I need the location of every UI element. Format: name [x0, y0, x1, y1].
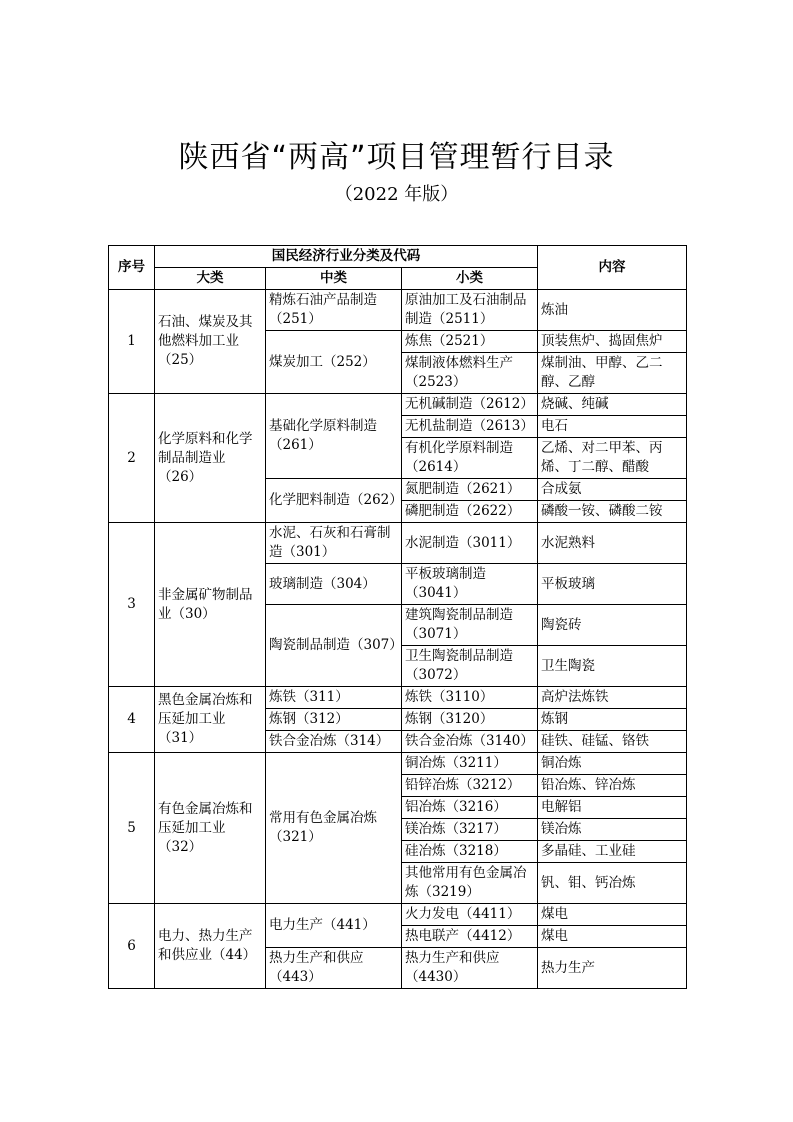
- cell-content: 电石: [538, 416, 687, 438]
- page-subtitle: （2022 年版）: [334, 184, 459, 205]
- header-seq: 序号: [109, 246, 155, 290]
- cell-minor: 水泥制造（3011）: [402, 523, 538, 564]
- cell-content: 炼钢: [538, 709, 687, 731]
- cell-content: 平板玻璃: [538, 564, 687, 605]
- cell-medium: 化学肥料制造（262）: [266, 479, 402, 523]
- cell-minor: 无机盐制造（2613）: [402, 416, 538, 438]
- cell-content: 水泥熟料: [538, 523, 687, 564]
- cell-medium: 陶瓷制品制造（307）: [266, 605, 402, 687]
- cell-minor: 煤制液体燃料生产（2523）: [402, 353, 538, 394]
- cell-content: 高炉法炼铁: [538, 687, 687, 709]
- cell-content: 多晶硅、工业硅: [538, 841, 687, 863]
- cell-seq: 1: [109, 290, 155, 394]
- cell-minor: 热电联产（4412）: [402, 926, 538, 948]
- cell-major: 电力、热力生产和供应业（44）: [155, 904, 266, 989]
- cell-minor: 炼焦（2521）: [402, 331, 538, 353]
- cell-major: 非金属矿物制品业（30）: [155, 523, 266, 687]
- cell-content: 煤制油、甲醇、乙二醇、乙醇: [538, 353, 687, 394]
- cell-minor: 有机化学原料制造（2614）: [402, 438, 538, 479]
- cell-medium: 煤炭加工（252）: [266, 331, 402, 394]
- cell-minor: 硅冶炼（3218）: [402, 841, 538, 863]
- header-major: 大类: [155, 268, 266, 290]
- cell-major: 有色金属冶炼和压延加工业（32）: [155, 753, 266, 904]
- cell-seq: 2: [109, 394, 155, 523]
- cell-major: 石油、煤炭及其他燃料加工业（25）: [155, 290, 266, 394]
- header-industry-group: 国民经济行业分类及代码: [155, 246, 538, 268]
- cell-minor: 铅锌冶炼（3212）: [402, 775, 538, 797]
- cell-medium: 铁合金冶炼（314）: [266, 731, 402, 753]
- table-row: [109, 290, 687, 331]
- cell-medium: 精炼石油产品制造（251）: [266, 290, 402, 331]
- cell-minor: 无机碱制造（2612）: [402, 394, 538, 416]
- cell-minor: 磷肥制造（2622）: [402, 501, 538, 523]
- cell-seq: 6: [109, 904, 155, 989]
- cell-minor: 炼钢（3120）: [402, 709, 538, 731]
- table-row: [109, 523, 687, 564]
- cell-minor: 建筑陶瓷制品制造（3071）: [402, 605, 538, 646]
- cell-content: 合成氨: [538, 479, 687, 501]
- cell-content: 卫生陶瓷: [538, 646, 687, 687]
- catalog-table: [108, 245, 687, 989]
- table-body: [109, 290, 687, 989]
- cell-medium: 电力生产（441）: [266, 904, 402, 948]
- cell-minor: 其他常用有色金属冶炼（3219）: [402, 863, 538, 904]
- page-title: 陕西省“两高”项目管理暂行目录: [178, 140, 615, 175]
- cell-content: 炼油: [538, 290, 687, 331]
- cell-medium: 玻璃制造（304）: [266, 564, 402, 605]
- cell-content: 镁冶炼: [538, 819, 687, 841]
- cell-major: 化学原料和化学制品制造业（26）: [155, 394, 266, 523]
- cell-content: 顶装焦炉、捣固焦炉: [538, 331, 687, 353]
- table-row: [109, 904, 687, 926]
- cell-minor: 氮肥制造（2621）: [402, 479, 538, 501]
- cell-major: 黑色金属冶炼和压延加工业（31）: [155, 687, 266, 753]
- cell-content: 铅冶炼、锌冶炼: [538, 775, 687, 797]
- cell-content: 煤电: [538, 926, 687, 948]
- cell-medium: 炼钢（312）: [266, 709, 402, 731]
- cell-content: 电解铝: [538, 797, 687, 819]
- cell-minor: 炼铁（3110）: [402, 687, 538, 709]
- cell-seq: 3: [109, 523, 155, 687]
- cell-minor: 铝冶炼（3216）: [402, 797, 538, 819]
- header-minor: 小类: [402, 268, 538, 290]
- table-row: [109, 687, 687, 709]
- cell-content: 铜冶炼: [538, 753, 687, 775]
- cell-content: 硅铁、硅锰、铬铁: [538, 731, 687, 753]
- header-content: 内容: [538, 246, 687, 290]
- cell-content: 煤电: [538, 904, 687, 926]
- cell-content: 热力生产: [538, 948, 687, 989]
- cell-minor: 原油加工及石油制品制造（2511）: [402, 290, 538, 331]
- cell-medium: 水泥、石灰和石膏制造（301）: [266, 523, 402, 564]
- cell-minor: 铁合金冶炼（3140）: [402, 731, 538, 753]
- cell-minor: 平板玻璃制造（3041）: [402, 564, 538, 605]
- cell-minor: 铜冶炼（3211）: [402, 753, 538, 775]
- cell-medium: 炼铁（311）: [266, 687, 402, 709]
- cell-content: 乙烯、对二甲苯、丙烯、丁二醇、醋酸: [538, 438, 687, 479]
- cell-medium: 热力生产和供应（443）: [266, 948, 402, 989]
- header-medium: 中类: [266, 268, 402, 290]
- cell-content: 磷酸一铵、磷酸二铵: [538, 501, 687, 523]
- cell-minor: 卫生陶瓷制品制造（3072）: [402, 646, 538, 687]
- cell-minor: 火力发电（4411）: [402, 904, 538, 926]
- cell-medium: 常用有色金属冶炼（321）: [266, 753, 402, 904]
- table-row: [109, 394, 687, 416]
- header-row: [109, 246, 687, 268]
- cell-medium: 基础化学原料制造（261）: [266, 394, 402, 479]
- cell-content: 烧碱、纯碱: [538, 394, 687, 416]
- cell-content: 钒、钼、钙冶炼: [538, 863, 687, 904]
- cell-minor: 热力生产和供应（4430）: [402, 948, 538, 989]
- cell-seq: 5: [109, 753, 155, 904]
- cell-content: 陶瓷砖: [538, 605, 687, 646]
- cell-seq: 4: [109, 687, 155, 753]
- cell-minor: 镁冶炼（3217）: [402, 819, 538, 841]
- table-row: [109, 753, 687, 775]
